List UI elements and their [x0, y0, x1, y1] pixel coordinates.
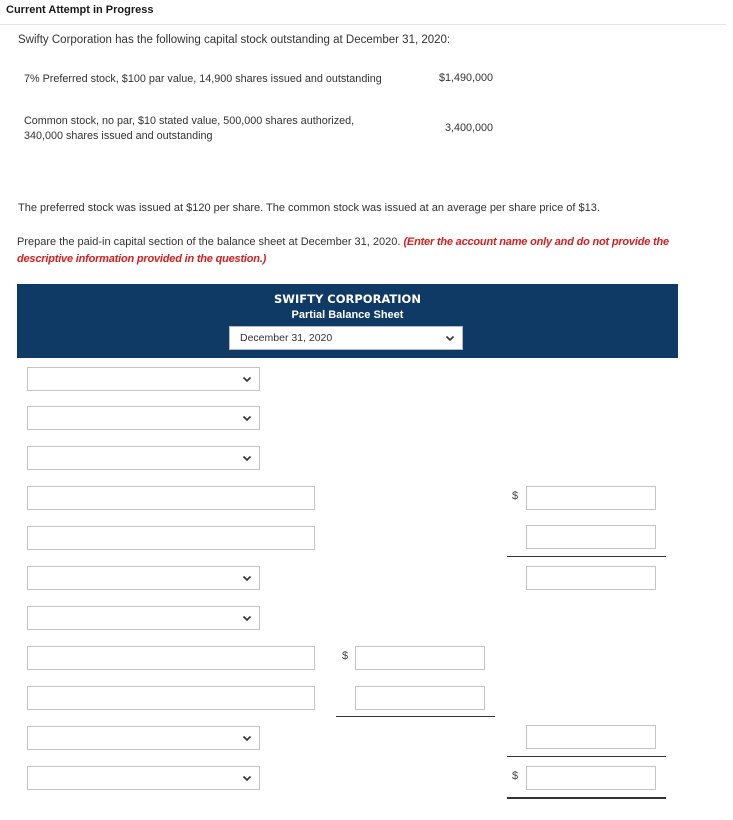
amount-input-3[interactable] — [526, 566, 656, 590]
common-stock-amount: 3,400,000 — [444, 122, 493, 134]
instruction-note-line2: descriptive information provided in the question.) — [17, 253, 267, 265]
chevron-down-icon — [241, 612, 253, 624]
problem-intro: Swifty Corporation has the following capital stock outstanding at December 31, 2020: — [18, 34, 451, 46]
account-select-6[interactable] — [27, 726, 260, 750]
dollar-sign: $ — [512, 490, 519, 502]
statement-subtitle: Partial Balance Sheet — [291, 309, 404, 321]
common-stock-label-line2: 340,000 shares issued and outstanding — [24, 130, 213, 142]
instruction-note-line1: (Enter the account name only and do not provide the — [403, 236, 669, 248]
common-stock-label-line1: Common stock, no par, $10 stated value, 500,000 shares authorized, — [24, 115, 355, 127]
chevron-down-icon — [241, 412, 253, 424]
amount-input-5[interactable] — [355, 686, 485, 710]
subtotal-underline — [336, 716, 495, 717]
common-stock-label — [24, 114, 354, 144]
total-double-underline — [507, 797, 666, 799]
page-title: Current Attempt in Progress — [6, 4, 154, 16]
account-select-1[interactable] — [27, 367, 260, 391]
account-select-3[interactable] — [27, 446, 260, 470]
chevron-down-icon — [241, 732, 253, 744]
amount-input-6[interactable] — [526, 725, 656, 749]
account-select-7[interactable] — [27, 766, 260, 790]
account-text-input-3[interactable] — [27, 646, 315, 670]
dollar-sign: $ — [512, 770, 519, 782]
total-amount-input[interactable] — [526, 766, 656, 790]
header-divider — [0, 24, 726, 25]
date-dropdown-value: December 31, 2020 — [240, 332, 333, 344]
account-select-2[interactable] — [27, 406, 260, 430]
account-select-4[interactable] — [27, 566, 260, 590]
instruction-text: Prepare the paid-in capital section of the balance sheet at December 31, 2020. — [17, 236, 404, 248]
issue-text: The preferred stock was issued at $120 per share. The common stock was issued at an average per share price of $13. — [18, 202, 600, 214]
date-dropdown[interactable] — [229, 326, 463, 350]
amount-input-4[interactable] — [355, 646, 485, 670]
instruction — [17, 234, 697, 268]
account-text-input-1[interactable] — [27, 486, 315, 510]
amount-input-2[interactable] — [526, 525, 656, 549]
company-name: SWIFTY CORPORATION — [274, 292, 421, 306]
preferred-stock-amount: $1,490,000 — [438, 72, 493, 84]
statement-header — [17, 284, 678, 358]
account-select-5[interactable] — [27, 606, 260, 630]
chevron-down-icon — [241, 452, 253, 464]
chevron-down-icon — [241, 373, 253, 385]
amount-input-1[interactable] — [526, 486, 656, 510]
dollar-sign: $ — [342, 650, 349, 662]
preferred-stock-label: 7% Preferred stock, $100 par value, 14,900 shares issued and outstanding — [24, 73, 382, 85]
account-text-input-2[interactable] — [27, 526, 315, 550]
account-text-input-4[interactable] — [27, 686, 315, 710]
subtotal-underline — [507, 756, 666, 757]
chevron-down-icon — [444, 332, 456, 344]
chevron-down-icon — [241, 772, 253, 784]
chevron-down-icon — [241, 572, 253, 584]
subtotal-underline — [507, 556, 666, 557]
